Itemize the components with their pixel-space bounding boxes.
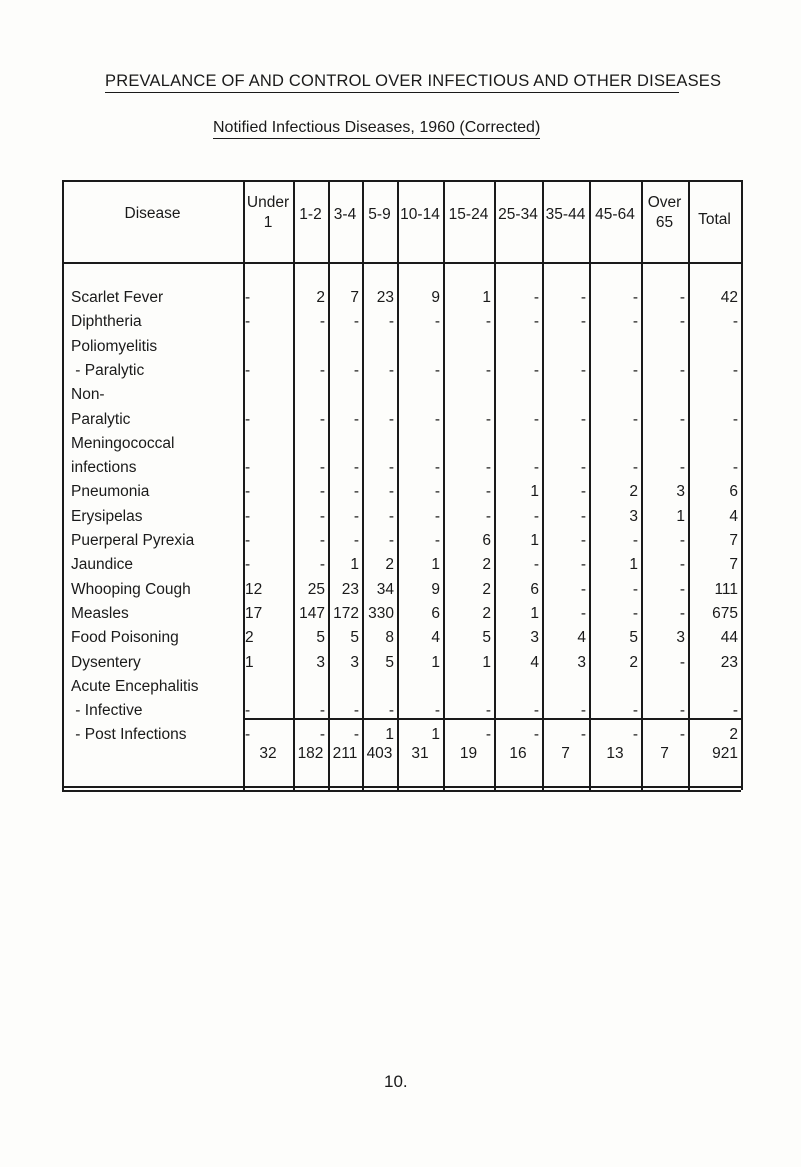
table-cell: -: [434, 459, 440, 477]
table-cell: -: [388, 459, 394, 477]
table-cell: -: [245, 483, 251, 501]
table-cell: 1: [530, 532, 539, 549]
column-header-line: 3-4: [333, 206, 357, 223]
disease-label: Acute Encephalitis: [71, 677, 199, 695]
table-cell: -: [533, 313, 539, 331]
disease-label: - Paralytic: [71, 361, 145, 379]
total-cell: 7: [660, 745, 669, 762]
table-cell: -: [679, 726, 685, 744]
table-cell: 2: [385, 556, 394, 574]
table-cell: 1: [431, 556, 440, 574]
table-cell: -: [580, 459, 586, 477]
table-cell: 6: [530, 580, 539, 598]
table-cell: -: [353, 726, 359, 744]
table-cell: -: [679, 702, 685, 720]
table-cell: 111: [714, 580, 738, 598]
table-cell: -: [388, 361, 394, 379]
table-cell: 1: [530, 483, 539, 501]
table-cell: -: [485, 361, 491, 379]
table-cell: -: [434, 410, 440, 428]
column-header-line: Under: [246, 194, 290, 211]
table-cell: -: [580, 702, 586, 720]
table-cell: 4: [431, 629, 440, 647]
column-header-line: Disease: [124, 205, 181, 222]
disease-label: Paralytic: [71, 410, 131, 428]
disease-label: Jaundice: [71, 556, 134, 574]
table-cell: 9: [431, 289, 440, 306]
table-cell: -: [319, 702, 325, 720]
table-cell: 4: [577, 629, 586, 647]
column-header: [362, 205, 397, 225]
table-cell: 12: [245, 580, 263, 598]
disease-label: Whooping Cough: [71, 580, 191, 598]
column-header: [542, 205, 589, 225]
table-cell: 1: [482, 653, 491, 671]
table-cell: -: [319, 507, 325, 525]
table-cell: 2: [482, 556, 491, 574]
table-subtitle: Notified Infectious Diseases, 1960 (Corrected): [213, 119, 540, 139]
table-cell: -: [679, 410, 685, 428]
table-cell: 3: [350, 653, 359, 671]
table-cell: -: [434, 507, 440, 525]
table-cell: 1: [431, 726, 440, 744]
page-number: 10.: [384, 1072, 408, 1091]
table-cell: 1: [350, 556, 359, 574]
table-cell: -: [245, 532, 251, 549]
column-rule: [688, 180, 690, 790]
table-cell: -: [580, 556, 586, 574]
table-cell: -: [533, 507, 539, 525]
table-cell: 8: [385, 629, 394, 647]
table-cell: 2: [245, 629, 254, 647]
table-cell: -: [580, 361, 586, 379]
table-cell: -: [580, 410, 586, 428]
table-cell: -: [580, 604, 586, 622]
table-cell: -: [353, 532, 359, 549]
disease-label: - Infective: [71, 702, 143, 720]
table-cell: -: [732, 410, 738, 428]
table-cell: -: [632, 604, 638, 622]
table-cell: 3: [629, 507, 638, 525]
disease-label: Scarlet Fever: [71, 289, 164, 306]
table-cell: -: [632, 313, 638, 331]
total-cell: 211: [332, 745, 358, 762]
column-header: [243, 193, 293, 233]
table-cell: -: [679, 580, 685, 598]
table-cell: -: [245, 702, 251, 720]
table-cell: -: [679, 313, 685, 331]
disease-label: Food Poisoning: [71, 629, 179, 647]
table-cell: -: [319, 556, 325, 574]
table-cell: -: [732, 702, 738, 720]
table-cell: -: [533, 289, 539, 306]
column-header: [641, 193, 688, 233]
table-cell: 7: [350, 289, 359, 306]
table-cell: -: [632, 726, 638, 744]
table-cell: -: [388, 483, 394, 501]
table-cell: 2: [729, 726, 738, 744]
table-bottom-double-rule: [62, 790, 741, 792]
table-cell: -: [485, 459, 491, 477]
table-cell: -: [632, 361, 638, 379]
total-cell: 16: [509, 745, 527, 762]
table-cell: 1: [431, 653, 440, 671]
table-cell: -: [485, 313, 491, 331]
column-header-line: 1: [263, 214, 273, 231]
table-cell: -: [245, 313, 251, 331]
column-header: [62, 204, 243, 224]
table-cell: 147: [299, 604, 325, 622]
table-cell: -: [732, 459, 738, 477]
disease-label: Diphtheria: [71, 313, 142, 331]
table-cell: 4: [729, 507, 738, 525]
table-cell: 5: [385, 653, 394, 671]
column-header-line: 1-2: [299, 206, 322, 223]
table-cell: -: [388, 702, 394, 720]
table-cell: -: [434, 483, 440, 501]
total-cell: 7: [561, 745, 570, 762]
table-cell: 3: [530, 629, 539, 647]
disease-label: Pneumonia: [71, 483, 150, 501]
disease-label: Erysipelas: [71, 507, 143, 525]
table-cell: 1: [629, 556, 638, 574]
table-cell: -: [679, 289, 685, 306]
column-header: [589, 205, 641, 225]
table-cell: -: [632, 459, 638, 477]
table-cell: 5: [350, 629, 359, 647]
table-cell: -: [319, 361, 325, 379]
table-cell: 6: [482, 532, 491, 549]
table-cell: -: [245, 507, 251, 525]
table-cell: -: [679, 653, 685, 671]
column-header: [688, 210, 741, 230]
table-cell: -: [533, 410, 539, 428]
column-header-line: 45-64: [595, 206, 635, 223]
table-cell: -: [319, 726, 325, 744]
table-cell: -: [353, 361, 359, 379]
disease-label: infections: [71, 459, 137, 477]
table-cell: -: [679, 556, 685, 574]
table-cell: 3: [676, 629, 685, 647]
table-cell: -: [533, 726, 539, 744]
table-cell: -: [485, 507, 491, 525]
table-cell: -: [732, 361, 738, 379]
table-cell: -: [388, 532, 394, 549]
table-cell: 2: [629, 653, 638, 671]
table-cell: 3: [577, 653, 586, 671]
total-cell: 31: [411, 745, 429, 762]
column-rule: [741, 180, 743, 790]
table-cell: -: [353, 410, 359, 428]
column-header-line: Over: [647, 194, 682, 211]
table-cell: -: [245, 459, 251, 477]
table-cell: -: [245, 361, 251, 379]
total-cell: 182: [297, 745, 324, 762]
table-cell: -: [245, 726, 251, 744]
total-cell: 19: [459, 745, 478, 762]
table-bottom-rule: [62, 786, 741, 788]
table-cell: -: [353, 507, 359, 525]
table-cell: 330: [368, 604, 394, 622]
table-cell: -: [679, 459, 685, 477]
table-cell: -: [632, 702, 638, 720]
table-cell: -: [533, 459, 539, 477]
table-cell: -: [388, 313, 394, 331]
column-header: [397, 205, 443, 225]
disease-label: Poliomyelitis: [71, 337, 158, 355]
total-cell: 403: [366, 745, 393, 762]
table-left-rule: [62, 180, 64, 790]
column-header: [293, 205, 328, 225]
table-cell: 1: [385, 726, 394, 744]
table-cell: -: [245, 556, 251, 574]
table-cell: 44: [720, 629, 738, 647]
table-cell: 34: [376, 580, 394, 598]
table-cell: -: [434, 313, 440, 331]
table-cell: -: [580, 726, 586, 744]
table-cell: -: [632, 410, 638, 428]
column-header: [494, 205, 542, 225]
total-cell: 921: [712, 745, 738, 762]
table-cell: -: [580, 483, 586, 501]
table-cell: 4: [530, 653, 539, 671]
column-header-line: 15-24: [448, 206, 489, 223]
table-cell: -: [580, 313, 586, 331]
table-cell: -: [388, 410, 394, 428]
table-cell: 17: [245, 604, 263, 622]
table-cell: -: [679, 361, 685, 379]
table-cell: -: [319, 532, 325, 549]
table-cell: -: [485, 726, 491, 744]
table-cell: 1: [676, 507, 685, 525]
table-cell: -: [533, 361, 539, 379]
table-cell: 2: [482, 580, 491, 598]
total-cell: 32: [259, 745, 277, 762]
table-cell: -: [319, 313, 325, 331]
table-cell: -: [353, 459, 359, 477]
table-cell: -: [485, 483, 491, 501]
table-cell: 6: [729, 483, 738, 501]
table-cell: -: [245, 410, 251, 428]
column-header-line: 25-34: [498, 206, 538, 223]
column-header-line: 10-14: [400, 206, 440, 223]
disease-label: - Post Infections: [71, 726, 187, 744]
table-top-rule: [62, 180, 741, 182]
table-cell: 3: [316, 653, 325, 671]
table-cell: -: [485, 702, 491, 720]
table-cell: 1: [530, 604, 539, 622]
table-cell: 2: [482, 604, 491, 622]
table-cell: 172: [333, 604, 359, 622]
table-cell: -: [580, 580, 586, 598]
total-cell: 13: [606, 745, 624, 762]
table-cell: -: [580, 507, 586, 525]
table-cell: 5: [316, 629, 325, 647]
table-cell: 6: [431, 604, 440, 622]
header-bottom-rule: [62, 262, 741, 264]
table-cell: 675: [712, 604, 738, 622]
table-cell: 1: [245, 653, 254, 671]
page-title: PREVALANCE OF AND CONTROL OVER INFECTIOUS AND OTHER DISEASES: [105, 72, 679, 93]
table-cell: -: [353, 702, 359, 720]
column-header-line: Total: [698, 211, 731, 228]
table-cell: -: [434, 702, 440, 720]
table-cell: -: [319, 459, 325, 477]
column-header-line: 5-9: [368, 206, 391, 223]
column-header-line: 35-44: [545, 206, 586, 223]
table-cell: -: [732, 313, 738, 331]
table-cell: 42: [720, 289, 738, 306]
table-cell: -: [485, 410, 491, 428]
table-cell: 2: [629, 483, 638, 501]
table-cell: -: [580, 532, 586, 549]
table-cell: 23: [720, 653, 738, 671]
table-cell: 5: [629, 629, 638, 647]
table-cell: -: [679, 532, 685, 549]
table-cell: -: [533, 702, 539, 720]
disease-label: Dysentery: [71, 653, 141, 671]
table-cell: -: [434, 361, 440, 379]
table-cell: 23: [341, 580, 359, 598]
table-cell: -: [319, 410, 325, 428]
table-cell: -: [632, 532, 638, 549]
column-header: [328, 205, 362, 225]
disease-label: Measles: [71, 604, 129, 622]
table-cell: -: [679, 604, 685, 622]
column-header: [443, 205, 494, 225]
table-cell: 2: [316, 289, 325, 306]
table-cell: -: [632, 580, 638, 598]
table-cell: -: [353, 483, 359, 501]
table-cell: 25: [307, 580, 325, 598]
table-cell: -: [353, 313, 359, 331]
table-cell: 3: [676, 483, 685, 501]
disease-label: Puerperal Pyrexia: [71, 532, 195, 549]
table-cell: 7: [729, 532, 738, 549]
table-cell: 7: [729, 556, 738, 574]
table-cell: -: [245, 289, 251, 306]
column-header-line: 65: [655, 214, 674, 231]
table-cell: 1: [482, 289, 491, 306]
table-cell: -: [388, 507, 394, 525]
table-cell: 5: [482, 629, 491, 647]
table-cell: 23: [376, 289, 394, 306]
disease-label: Non-: [71, 386, 105, 404]
table-cell: -: [434, 532, 440, 549]
table-cell: -: [533, 556, 539, 574]
table-cell: -: [580, 289, 586, 306]
table-cell: -: [319, 483, 325, 501]
table-cell: -: [632, 289, 638, 306]
table-cell: 9: [431, 580, 440, 598]
disease-label: Meningococcal: [71, 434, 175, 452]
